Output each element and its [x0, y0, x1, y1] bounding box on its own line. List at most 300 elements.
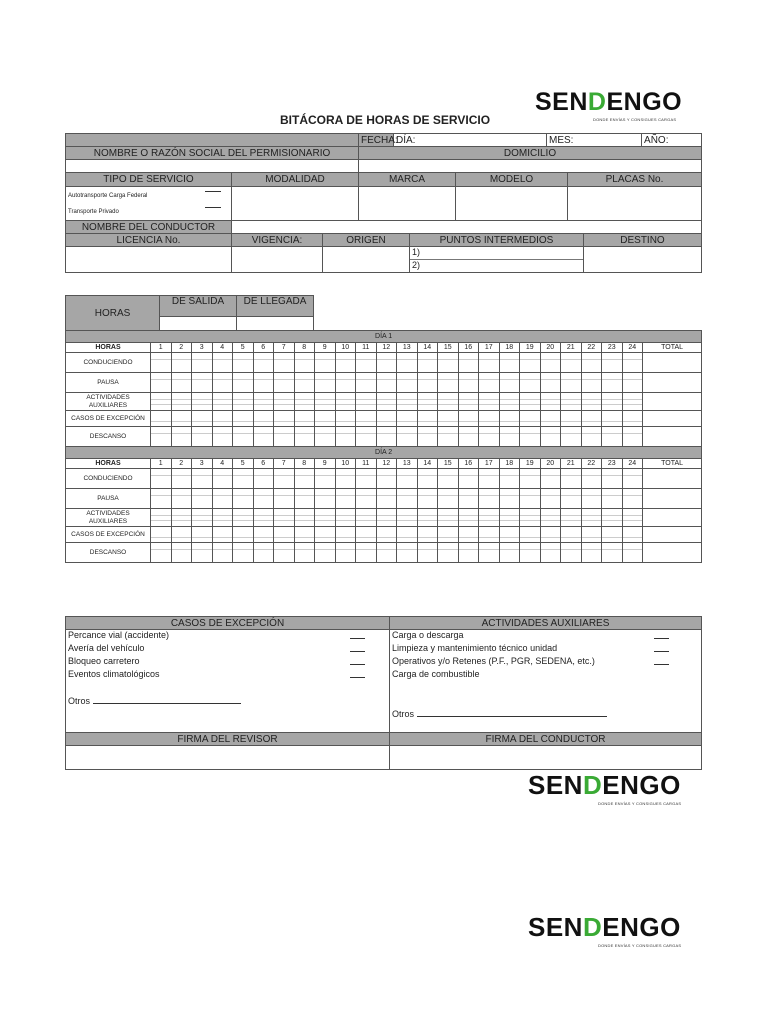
hour-cell[interactable]: [192, 509, 213, 527]
hour-cell[interactable]: [499, 411, 520, 427]
hour-cell[interactable]: [212, 469, 233, 489]
punto-2-field[interactable]: 2): [412, 260, 421, 270]
hour-cell[interactable]: [458, 543, 479, 563]
hour-cell[interactable]: [417, 469, 438, 489]
hour-cell[interactable]: [417, 427, 438, 447]
hour-cell[interactable]: [458, 509, 479, 527]
hour-cell[interactable]: [335, 469, 356, 489]
hour-cell[interactable]: [376, 469, 397, 489]
hour-cell[interactable]: [561, 411, 582, 427]
hour-cell[interactable]: [520, 373, 541, 393]
hour-cell[interactable]: [274, 543, 295, 563]
hour-cell[interactable]: [520, 411, 541, 427]
hour-cell[interactable]: [622, 411, 643, 427]
actividades-item[interactable]: [392, 669, 699, 682]
hour-cell[interactable]: [397, 489, 418, 509]
hour-cell[interactable]: [253, 469, 274, 489]
hour-cell[interactable]: [438, 509, 459, 527]
hour-cell[interactable]: [151, 411, 172, 427]
hour-cell[interactable]: [294, 411, 315, 427]
hour-cell[interactable]: [274, 373, 295, 393]
hour-cell[interactable]: [622, 543, 643, 563]
hour-cell[interactable]: [622, 509, 643, 527]
hour-cell[interactable]: [499, 353, 520, 373]
hour-cell[interactable]: [397, 543, 418, 563]
casos-otros[interactable]: Otros: [68, 696, 387, 706]
hour-cell[interactable]: [479, 489, 500, 509]
hour-cell[interactable]: [274, 411, 295, 427]
hour-cell[interactable]: [602, 353, 623, 373]
hour-cell[interactable]: [561, 353, 582, 373]
hour-cell[interactable]: [540, 527, 561, 543]
hour-cell[interactable]: [274, 427, 295, 447]
hour-cell[interactable]: [438, 543, 459, 563]
actividades-item[interactable]: [392, 643, 699, 656]
hour-cell[interactable]: [479, 353, 500, 373]
hour-cell[interactable]: [253, 543, 274, 563]
hour-cell[interactable]: [274, 527, 295, 543]
hour-cell[interactable]: [315, 543, 336, 563]
hour-cell[interactable]: [602, 527, 623, 543]
hour-cell[interactable]: [233, 411, 254, 427]
hour-cell[interactable]: [540, 427, 561, 447]
hour-cell[interactable]: [335, 393, 356, 411]
hour-cell[interactable]: [520, 527, 541, 543]
hour-cell[interactable]: [192, 543, 213, 563]
hour-cell[interactable]: [499, 469, 520, 489]
hour-cell[interactable]: [520, 353, 541, 373]
hour-cell[interactable]: [438, 469, 459, 489]
brand-logo-bottom: [528, 912, 681, 948]
total-cell[interactable]: [643, 489, 702, 509]
hour-cell[interactable]: [376, 353, 397, 373]
hour-cell[interactable]: [356, 373, 377, 393]
hour-cell[interactable]: [212, 543, 233, 563]
hour-cell[interactable]: [376, 489, 397, 509]
hour-cell[interactable]: [212, 489, 233, 509]
hour-cell[interactable]: [315, 469, 336, 489]
actividades-item-blank[interactable]: [654, 638, 669, 639]
hour-cell[interactable]: [499, 527, 520, 543]
hour-cell[interactable]: [315, 427, 336, 447]
hour-cell[interactable]: [335, 373, 356, 393]
hour-cell[interactable]: [253, 489, 274, 509]
hour-cell[interactable]: [335, 427, 356, 447]
hours-header-label: HORAS: [66, 343, 151, 353]
actividades-item-blank[interactable]: [654, 664, 669, 665]
hour-cell[interactable]: [561, 469, 582, 489]
hour-cell[interactable]: [458, 411, 479, 427]
hour-cell[interactable]: [253, 393, 274, 411]
hour-cell[interactable]: [212, 411, 233, 427]
hour-cell[interactable]: [458, 353, 479, 373]
hour-cell[interactable]: [151, 469, 172, 489]
hour-cell[interactable]: [376, 393, 397, 411]
hour-cell[interactable]: [356, 509, 377, 527]
destino-field[interactable]: [584, 247, 702, 273]
hour-cell[interactable]: [376, 411, 397, 427]
hour-cell[interactable]: [602, 509, 623, 527]
hour-cell[interactable]: [397, 373, 418, 393]
hour-cell[interactable]: [356, 527, 377, 543]
mes-field[interactable]: MES:: [547, 134, 642, 147]
hour-cell[interactable]: [458, 427, 479, 447]
hour-cell[interactable]: [233, 509, 254, 527]
hour-cell[interactable]: [212, 393, 233, 411]
hour-cell[interactable]: [602, 469, 623, 489]
hour-cell[interactable]: [192, 489, 213, 509]
hour-cell[interactable]: [479, 469, 500, 489]
hour-cell[interactable]: [151, 393, 172, 411]
hour-cell[interactable]: [376, 527, 397, 543]
hour-cell[interactable]: [294, 527, 315, 543]
hour-cell[interactable]: [376, 509, 397, 527]
hour-cell[interactable]: [438, 527, 459, 543]
hour-cell[interactable]: [499, 543, 520, 563]
hour-cell[interactable]: [397, 509, 418, 527]
hour-cell[interactable]: [376, 373, 397, 393]
hour-cell[interactable]: [622, 393, 643, 411]
hour-cell[interactable]: [397, 527, 418, 543]
servicio-option-carga[interactable]: Autotransporte Carga Federal: [68, 191, 229, 201]
hour-cell[interactable]: [417, 411, 438, 427]
hour-cell[interactable]: [212, 527, 233, 543]
hour-cell[interactable]: [479, 543, 500, 563]
hour-cell[interactable]: [151, 489, 172, 509]
hour-column-label: 14: [417, 343, 438, 353]
hour-cell[interactable]: [622, 489, 643, 509]
hour-cell[interactable]: [335, 411, 356, 427]
hour-column-label: 23: [602, 459, 623, 469]
hour-cell[interactable]: [212, 427, 233, 447]
hour-cell[interactable]: [315, 411, 336, 427]
hour-cell[interactable]: [233, 469, 254, 489]
hour-cell[interactable]: [253, 373, 274, 393]
hour-cell[interactable]: [171, 469, 192, 489]
hour-cell[interactable]: [479, 393, 500, 411]
hour-cell[interactable]: [540, 353, 561, 373]
hour-cell[interactable]: [233, 543, 254, 563]
total-cell[interactable]: [643, 393, 702, 411]
modalidad-field[interactable]: [232, 187, 359, 221]
hour-cell[interactable]: [356, 411, 377, 427]
hour-cell[interactable]: [253, 509, 274, 527]
hour-cell[interactable]: [253, 411, 274, 427]
hour-cell[interactable]: [315, 373, 336, 393]
hour-cell[interactable]: [622, 373, 643, 393]
activity-row-label: CONDUCIENDO: [66, 353, 151, 373]
placas-field[interactable]: [568, 187, 702, 221]
hour-cell[interactable]: [212, 353, 233, 373]
licencia-field[interactable]: [66, 247, 232, 273]
casos-item[interactable]: [68, 656, 387, 669]
hour-cell[interactable]: [171, 527, 192, 543]
hour-cell[interactable]: [499, 509, 520, 527]
hour-cell[interactable]: [294, 393, 315, 411]
hour-cell[interactable]: [417, 353, 438, 373]
hour-cell[interactable]: [602, 411, 623, 427]
hour-cell[interactable]: [581, 411, 602, 427]
total-cell[interactable]: [643, 527, 702, 543]
hour-cell[interactable]: [274, 489, 295, 509]
hour-cell[interactable]: [315, 353, 336, 373]
hour-cell[interactable]: [315, 489, 336, 509]
fecha-label: FECHA:: [359, 134, 394, 147]
hour-cell[interactable]: [397, 427, 418, 447]
casos-item-blank[interactable]: [350, 677, 365, 678]
hour-cell[interactable]: [479, 411, 500, 427]
hour-cell[interactable]: [479, 527, 500, 543]
hour-cell[interactable]: [581, 469, 602, 489]
hour-cell[interactable]: [335, 353, 356, 373]
actividades-item-blank[interactable]: [654, 651, 669, 652]
actividades-otros[interactable]: Otros: [392, 709, 699, 719]
horas-label: HORAS: [66, 296, 160, 331]
hour-cell[interactable]: [294, 427, 315, 447]
hour-cell[interactable]: [417, 489, 438, 509]
hour-cell[interactable]: [335, 489, 356, 509]
hour-cell[interactable]: [540, 469, 561, 489]
casos-item[interactable]: [68, 643, 387, 656]
hour-cell[interactable]: [622, 427, 643, 447]
total-cell[interactable]: [643, 373, 702, 393]
hour-cell[interactable]: [397, 353, 418, 373]
firma-revisor-field[interactable]: [66, 746, 390, 770]
hour-cell[interactable]: [192, 353, 213, 373]
hour-cell[interactable]: [192, 373, 213, 393]
hour-cell[interactable]: [458, 489, 479, 509]
hour-cell[interactable]: [561, 527, 582, 543]
cases-table: [65, 616, 702, 770]
hour-cell[interactable]: [335, 527, 356, 543]
hour-cell[interactable]: [417, 527, 438, 543]
hour-cell[interactable]: [294, 509, 315, 527]
hour-cell[interactable]: [499, 427, 520, 447]
hour-cell[interactable]: [438, 393, 459, 411]
modelo-field[interactable]: [456, 187, 568, 221]
hour-cell[interactable]: [602, 543, 623, 563]
hour-cell[interactable]: [438, 489, 459, 509]
hour-cell[interactable]: [561, 543, 582, 563]
hour-cell[interactable]: [561, 393, 582, 411]
vigencia-field[interactable]: [232, 247, 323, 273]
hour-cell[interactable]: [540, 411, 561, 427]
hour-cell[interactable]: [294, 469, 315, 489]
permisionario-field[interactable]: [66, 160, 359, 173]
hour-cell[interactable]: [356, 543, 377, 563]
hour-cell[interactable]: [561, 489, 582, 509]
total-cell[interactable]: [643, 411, 702, 427]
hour-cell[interactable]: [397, 411, 418, 427]
hour-cell[interactable]: [233, 527, 254, 543]
hour-cell[interactable]: [397, 469, 418, 489]
hour-cell[interactable]: [458, 527, 479, 543]
hour-cell[interactable]: [274, 509, 295, 527]
hour-cell[interactable]: [581, 527, 602, 543]
marca-field[interactable]: [359, 187, 456, 221]
servicio-option-privado[interactable]: Transporte Privado: [68, 207, 229, 217]
hour-cell[interactable]: [274, 353, 295, 373]
hour-cell[interactable]: [171, 543, 192, 563]
total-cell[interactable]: [643, 427, 702, 447]
hour-cell[interactable]: [499, 373, 520, 393]
hour-cell[interactable]: [212, 509, 233, 527]
hour-cell[interactable]: [151, 353, 172, 373]
anio-field[interactable]: AÑO:: [642, 134, 702, 147]
hour-cell[interactable]: [540, 543, 561, 563]
hour-cell[interactable]: [212, 373, 233, 393]
hour-cell[interactable]: [581, 353, 602, 373]
hour-cell[interactable]: [417, 509, 438, 527]
hour-cell[interactable]: [581, 509, 602, 527]
hour-cell[interactable]: [376, 427, 397, 447]
actividades-item[interactable]: [392, 630, 699, 643]
casos-item-blank[interactable]: [350, 651, 365, 652]
hour-cell[interactable]: [581, 427, 602, 447]
hour-cell[interactable]: [192, 411, 213, 427]
hour-cell[interactable]: [171, 509, 192, 527]
hour-cell[interactable]: [315, 527, 336, 543]
origen-field[interactable]: [323, 247, 410, 273]
hour-cell[interactable]: [376, 543, 397, 563]
hour-cell[interactable]: [520, 509, 541, 527]
hour-cell[interactable]: [294, 543, 315, 563]
llegada-field[interactable]: [237, 317, 314, 331]
hour-cell[interactable]: [581, 373, 602, 393]
hour-cell[interactable]: [602, 489, 623, 509]
hour-cell[interactable]: [151, 373, 172, 393]
hour-cell[interactable]: [561, 373, 582, 393]
total-cell[interactable]: [643, 509, 702, 527]
punto-1-field[interactable]: 1): [410, 247, 584, 260]
total-cell[interactable]: [643, 469, 702, 489]
hour-cell[interactable]: [622, 353, 643, 373]
hour-cell[interactable]: [233, 373, 254, 393]
hour-cell[interactable]: [540, 509, 561, 527]
hour-cell[interactable]: [151, 427, 172, 447]
salida-field[interactable]: [160, 317, 237, 331]
actividades-item[interactable]: [392, 656, 699, 669]
hour-cell[interactable]: [356, 393, 377, 411]
hour-cell[interactable]: [274, 469, 295, 489]
casos-item-blank[interactable]: [350, 638, 365, 639]
hour-cell[interactable]: [458, 469, 479, 489]
hour-cell[interactable]: [192, 469, 213, 489]
hour-cell[interactable]: [315, 509, 336, 527]
hour-cell[interactable]: [581, 489, 602, 509]
hour-cell[interactable]: [171, 373, 192, 393]
hour-cell[interactable]: [438, 353, 459, 373]
hour-cell[interactable]: [479, 427, 500, 447]
hour-cell[interactable]: [233, 427, 254, 447]
dia-field[interactable]: DÍA:: [394, 134, 547, 147]
hour-cell[interactable]: [315, 393, 336, 411]
hour-cell[interactable]: [520, 427, 541, 447]
hour-cell[interactable]: [479, 373, 500, 393]
hour-cell[interactable]: [458, 373, 479, 393]
hour-cell[interactable]: [335, 509, 356, 527]
hour-cell[interactable]: [602, 427, 623, 447]
hour-cell[interactable]: [417, 393, 438, 411]
hour-cell[interactable]: [171, 353, 192, 373]
hour-cell[interactable]: [253, 527, 274, 543]
hour-cell[interactable]: [171, 427, 192, 447]
total-cell[interactable]: [643, 353, 702, 373]
hour-cell[interactable]: [356, 353, 377, 373]
hour-cell[interactable]: [438, 427, 459, 447]
domicilio-field[interactable]: [359, 160, 702, 173]
hour-cell[interactable]: [151, 527, 172, 543]
casos-item[interactable]: [68, 630, 387, 643]
hour-cell[interactable]: [622, 527, 643, 543]
hour-cell[interactable]: [253, 427, 274, 447]
hour-cell[interactable]: [540, 373, 561, 393]
hour-cell[interactable]: [622, 469, 643, 489]
hour-cell[interactable]: [192, 393, 213, 411]
hour-cell[interactable]: [294, 373, 315, 393]
hour-cell[interactable]: [397, 393, 418, 411]
hour-cell[interactable]: [438, 373, 459, 393]
hour-cell[interactable]: [233, 393, 254, 411]
casos-item-blank[interactable]: [350, 664, 365, 665]
hour-cell[interactable]: [540, 393, 561, 411]
hour-cell[interactable]: [581, 393, 602, 411]
hour-cell[interactable]: [171, 489, 192, 509]
hour-cell[interactable]: [561, 509, 582, 527]
hour-cell[interactable]: [540, 489, 561, 509]
hour-cell[interactable]: [417, 373, 438, 393]
hour-cell[interactable]: [561, 427, 582, 447]
hour-cell[interactable]: [520, 543, 541, 563]
hour-cell[interactable]: [356, 427, 377, 447]
hour-cell[interactable]: [233, 353, 254, 373]
hour-column-label: 12: [376, 343, 397, 353]
hour-cell[interactable]: [602, 373, 623, 393]
hour-cell[interactable]: [335, 543, 356, 563]
hour-cell[interactable]: [253, 353, 274, 373]
hour-cell[interactable]: [192, 427, 213, 447]
hour-cell[interactable]: [499, 489, 520, 509]
hour-cell[interactable]: [581, 543, 602, 563]
hour-cell[interactable]: [233, 489, 254, 509]
hour-cell[interactable]: [356, 469, 377, 489]
casos-item[interactable]: [68, 669, 387, 682]
hour-cell[interactable]: [171, 393, 192, 411]
hour-cell[interactable]: [151, 509, 172, 527]
hour-cell[interactable]: [294, 489, 315, 509]
firma-conductor-field[interactable]: [390, 746, 702, 770]
hour-cell[interactable]: [458, 393, 479, 411]
hour-cell[interactable]: [171, 411, 192, 427]
hour-cell[interactable]: [192, 527, 213, 543]
hour-cell[interactable]: [520, 393, 541, 411]
hour-cell[interactable]: [520, 469, 541, 489]
conductor-field[interactable]: [232, 221, 702, 234]
hour-column-label: 11: [356, 343, 377, 353]
hour-cell[interactable]: [151, 543, 172, 563]
hour-cell[interactable]: [438, 411, 459, 427]
hour-cell[interactable]: [499, 393, 520, 411]
hour-cell[interactable]: [417, 543, 438, 563]
hour-cell[interactable]: [602, 393, 623, 411]
hour-cell[interactable]: [356, 489, 377, 509]
hours-log: [65, 330, 701, 563]
hour-cell[interactable]: [294, 353, 315, 373]
hour-cell[interactable]: [274, 393, 295, 411]
hour-cell[interactable]: [520, 489, 541, 509]
hour-cell[interactable]: [479, 509, 500, 527]
total-cell[interactable]: [643, 543, 702, 563]
